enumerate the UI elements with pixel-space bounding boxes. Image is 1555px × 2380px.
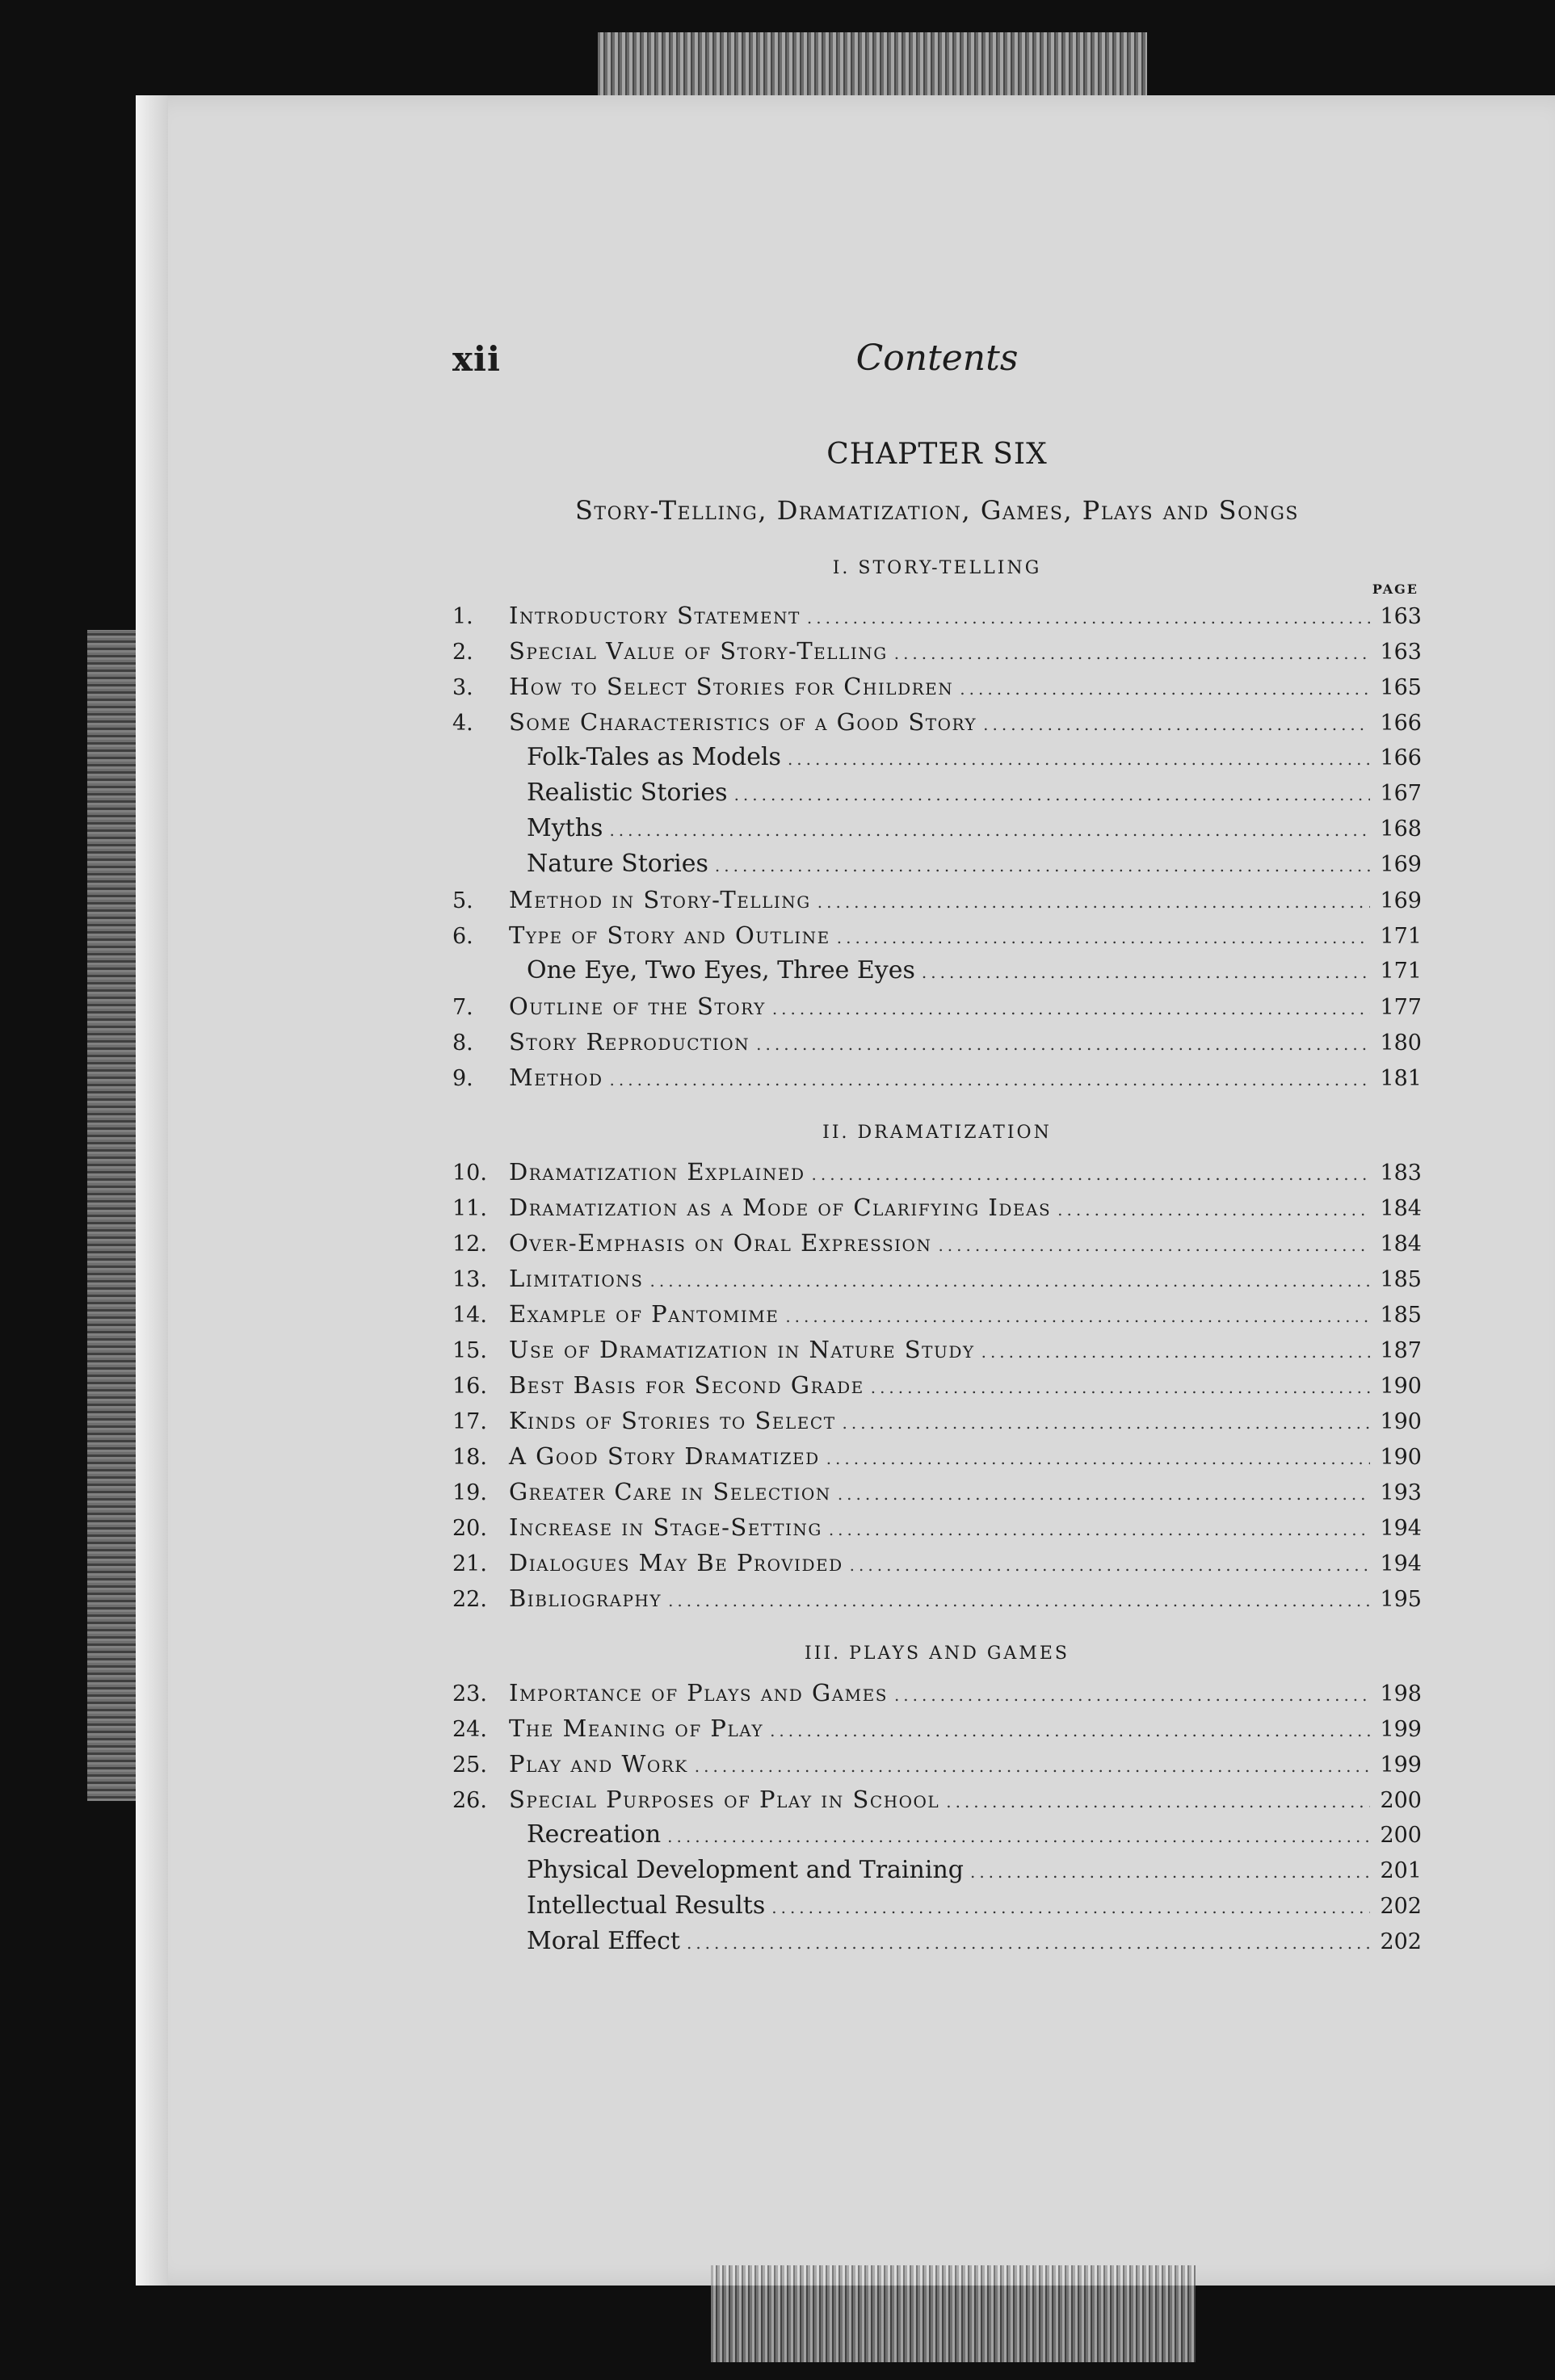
contents-page-body xyxy=(452,331,1422,1959)
toc-entry xyxy=(452,1580,1422,1616)
entry-title: Greater Care in Selection xyxy=(509,1478,831,1505)
toc-entry xyxy=(452,917,1422,953)
entry-page-number: 166 xyxy=(1380,745,1422,770)
entry-page-number: 193 xyxy=(1380,1480,1422,1505)
toc-entry xyxy=(452,598,1422,633)
entry-page-number: 185 xyxy=(1380,1267,1422,1292)
toc-entry xyxy=(452,1782,1422,1817)
entry-page-number: 171 xyxy=(1380,924,1422,949)
entry-title: Folk-Tales as Models xyxy=(527,743,781,771)
entry-page-number: 184 xyxy=(1380,1232,1422,1257)
entry-page-number: 190 xyxy=(1380,1374,1422,1399)
toc-subentry xyxy=(452,1853,1422,1888)
toc-entry xyxy=(452,669,1422,704)
entry-page-number: 171 xyxy=(1380,959,1422,984)
entry-number: 15. xyxy=(452,1338,487,1363)
scan-top-strip xyxy=(598,32,1147,97)
entry-number: 14. xyxy=(452,1303,487,1328)
entry-title: Use of Dramatization in Nature Study xyxy=(509,1336,975,1363)
toc-entry xyxy=(452,1225,1422,1261)
chapter-label: CHAPTER SIX xyxy=(826,438,1048,471)
toc-section xyxy=(452,1643,1422,1959)
dot-leader xyxy=(756,1026,1370,1062)
toc-entry xyxy=(452,1675,1422,1710)
dot-leader xyxy=(817,884,1370,920)
toc-subentry xyxy=(452,1924,1422,1959)
toc-entry xyxy=(452,1154,1422,1190)
entry-title: The Meaning of Play xyxy=(509,1715,764,1742)
entry-page-number: 202 xyxy=(1380,1894,1422,1919)
entry-title: Dramatization Explained xyxy=(509,1158,805,1186)
entry-title: Importance of Plays and Games xyxy=(509,1679,888,1706)
page-folio: xii xyxy=(452,339,501,379)
entry-title: Method xyxy=(509,1064,603,1091)
toc-entry xyxy=(452,1024,1422,1060)
dot-leader xyxy=(871,1370,1370,1405)
section-heading: III. PLAYS AND GAMES xyxy=(805,1643,1070,1664)
toc-entry xyxy=(452,1403,1422,1438)
dot-leader xyxy=(610,1062,1370,1098)
entry-page-number: 195 xyxy=(1380,1587,1422,1612)
section-heading: I. STORY-TELLING xyxy=(832,558,1042,578)
entry-title: Dramatization as a Mode of Clarifying Ideas xyxy=(509,1194,1052,1221)
toc-entry xyxy=(452,1545,1422,1580)
entry-title: One Eye, Two Eyes, Three Eyes xyxy=(527,956,915,984)
entry-title: Outline of the Story xyxy=(509,993,766,1020)
entry-number: 21. xyxy=(452,1551,487,1576)
dot-leader xyxy=(981,1334,1370,1370)
toc-entry xyxy=(452,882,1422,917)
dot-leader xyxy=(668,1583,1370,1618)
entry-page-number: 166 xyxy=(1380,711,1422,736)
entry-number: 23. xyxy=(452,1681,487,1706)
dot-leader xyxy=(667,1819,1370,1854)
entry-title: Play and Work xyxy=(509,1750,688,1778)
dot-leader xyxy=(812,1156,1370,1192)
entry-number: 4. xyxy=(452,711,473,736)
dot-leader xyxy=(894,1677,1370,1713)
dot-leader xyxy=(843,1405,1370,1441)
entry-title: Story Reproduction xyxy=(509,1028,750,1056)
toc-sections xyxy=(452,558,1422,1959)
dot-leader xyxy=(838,1476,1370,1512)
dot-leader xyxy=(715,848,1370,884)
toc-entry xyxy=(452,989,1422,1024)
entry-title: Kinds of Stories to Select xyxy=(509,1407,836,1434)
entry-number: 25. xyxy=(452,1752,487,1778)
toc-subentry xyxy=(452,846,1422,882)
entry-page-number: 165 xyxy=(1380,675,1422,700)
dot-leader xyxy=(826,1441,1370,1476)
entry-page-number: 185 xyxy=(1380,1303,1422,1328)
entry-page-number: 199 xyxy=(1380,1717,1422,1742)
toc-entry xyxy=(452,1474,1422,1509)
dot-leader xyxy=(829,1512,1370,1547)
dot-leader xyxy=(788,741,1370,777)
entry-title: Intellectual Results xyxy=(527,1891,766,1920)
toc-section xyxy=(452,1123,1422,1616)
dot-leader xyxy=(850,1547,1370,1583)
toc-subentry xyxy=(452,775,1422,811)
entry-title: Moral Effect xyxy=(527,1927,680,1955)
toc-entry xyxy=(452,1367,1422,1403)
entry-page-number: 177 xyxy=(1380,995,1422,1020)
running-head xyxy=(452,331,1422,404)
entry-title: Realistic Stories xyxy=(527,779,728,807)
entry-page-number: 198 xyxy=(1380,1681,1422,1706)
entry-title: Special Purposes of Play in School xyxy=(509,1786,940,1813)
entry-number: 20. xyxy=(452,1516,487,1541)
dot-leader xyxy=(807,600,1370,636)
toc-entry xyxy=(452,1332,1422,1367)
entry-title: How to Select Stories for Children xyxy=(509,673,954,700)
page-column-label: PAGE xyxy=(1372,581,1418,597)
entry-number: 9. xyxy=(452,1066,473,1091)
dot-leader xyxy=(922,955,1370,990)
chapter-title: Story-Telling, Dramatization, Games, Plays and Songs xyxy=(575,495,1299,526)
entry-title: Myths xyxy=(527,814,603,842)
entry-page-number: 190 xyxy=(1380,1409,1422,1434)
toc-section xyxy=(452,558,1422,1095)
entry-page-number: 180 xyxy=(1380,1030,1422,1056)
toc-entry xyxy=(452,1746,1422,1782)
entry-number: 18. xyxy=(452,1445,487,1470)
entry-number: 2. xyxy=(452,640,473,665)
toc-subentry xyxy=(452,740,1422,775)
entry-title: Type of Story and Outline xyxy=(509,921,830,949)
entry-number: 8. xyxy=(452,1030,473,1056)
entry-number: 24. xyxy=(452,1717,487,1742)
dot-leader xyxy=(695,1748,1370,1784)
entry-title: A Good Story Dramatized xyxy=(509,1442,820,1470)
entry-number: 11. xyxy=(452,1196,487,1221)
section-spacer xyxy=(452,1664,1422,1675)
toc-entry xyxy=(452,1060,1422,1095)
entry-page-number: 200 xyxy=(1380,1823,1422,1848)
entry-page-number: 168 xyxy=(1380,816,1422,842)
entry-number: 1. xyxy=(452,604,473,629)
entry-page-number: 194 xyxy=(1380,1551,1422,1576)
entry-title: Example of Pantomime xyxy=(509,1300,780,1328)
entry-title: Nature Stories xyxy=(527,850,708,878)
dot-leader xyxy=(609,812,1370,848)
entry-page-number: 163 xyxy=(1380,604,1422,629)
entry-page-number: 202 xyxy=(1380,1929,1422,1954)
toc-entry xyxy=(452,1296,1422,1332)
entry-number: 13. xyxy=(452,1267,487,1292)
entry-number: 22. xyxy=(452,1587,487,1612)
entry-page-number: 200 xyxy=(1380,1788,1422,1813)
entry-title: Method in Story-Telling xyxy=(509,886,811,913)
dot-leader xyxy=(970,1854,1370,1890)
entry-page-number: 163 xyxy=(1380,640,1422,665)
toc-subentry xyxy=(452,811,1422,846)
entry-number: 17. xyxy=(452,1409,487,1434)
entry-page-number: 199 xyxy=(1380,1752,1422,1778)
section-heading: II. DRAMATIZATION xyxy=(822,1123,1052,1143)
toc-entry xyxy=(452,1509,1422,1545)
dot-leader xyxy=(960,671,1370,707)
entry-page-number: 183 xyxy=(1380,1161,1422,1186)
dot-leader xyxy=(687,1925,1370,1961)
dot-leader xyxy=(983,707,1370,742)
dot-leader xyxy=(837,920,1370,955)
section-spacer xyxy=(452,1143,1422,1154)
entry-title: Recreation xyxy=(527,1820,662,1849)
entry-page-number: 187 xyxy=(1380,1338,1422,1363)
toc-entry xyxy=(452,704,1422,740)
entry-title: Some Characteristics of a Good Story xyxy=(509,708,977,736)
dot-leader xyxy=(772,991,1370,1026)
entry-page-number: 194 xyxy=(1380,1516,1422,1541)
entry-number: 16. xyxy=(452,1374,487,1399)
entry-title: Introductory Statement xyxy=(509,602,801,629)
entry-page-number: 184 xyxy=(1380,1196,1422,1221)
toc-subentry xyxy=(452,953,1422,989)
entry-title: Limitations xyxy=(509,1265,644,1292)
toc-entry xyxy=(452,1710,1422,1746)
dot-leader xyxy=(734,777,1370,812)
entry-title: Physical Development and Training xyxy=(527,1856,964,1884)
entry-title: Over-Emphasis on Oral Expression xyxy=(509,1229,932,1257)
scan-bottom-strip xyxy=(711,2265,1196,2362)
dot-leader xyxy=(938,1228,1370,1263)
entry-number: 3. xyxy=(452,675,473,700)
toc-entry xyxy=(452,1261,1422,1296)
entry-number: 5. xyxy=(452,888,473,913)
toc-entry xyxy=(452,1438,1422,1474)
entry-page-number: 181 xyxy=(1380,1066,1422,1091)
toc-entry xyxy=(452,1190,1422,1225)
entry-number: 10. xyxy=(452,1161,487,1186)
entry-title: Dialogues May Be Provided xyxy=(509,1549,843,1576)
entry-number: 6. xyxy=(452,924,473,949)
entry-page-number: 190 xyxy=(1380,1445,1422,1470)
dot-leader xyxy=(649,1263,1370,1299)
dot-leader xyxy=(1057,1192,1370,1228)
entry-title: Best Basis for Second Grade xyxy=(509,1371,864,1399)
dot-leader xyxy=(785,1299,1370,1334)
entry-title: Special Value of Story-Telling xyxy=(509,637,888,665)
entry-number: 7. xyxy=(452,995,473,1020)
page-binding-edge xyxy=(136,95,168,2286)
entry-page-number: 167 xyxy=(1380,781,1422,806)
running-title: Contents xyxy=(855,338,1019,379)
entry-page-number: 169 xyxy=(1380,852,1422,877)
toc-subentry xyxy=(452,1817,1422,1853)
toc-subentry xyxy=(452,1888,1422,1924)
entry-page-number: 201 xyxy=(1380,1858,1422,1883)
dot-leader xyxy=(771,1890,1370,1925)
toc-entry xyxy=(452,633,1422,669)
dot-leader xyxy=(946,1784,1370,1820)
entry-title: Bibliography xyxy=(509,1585,662,1612)
entry-number: 26. xyxy=(452,1788,487,1813)
dot-leader xyxy=(770,1713,1370,1748)
dot-leader xyxy=(894,636,1370,671)
entry-title: Increase in Stage-Setting xyxy=(509,1513,822,1541)
entry-page-number: 169 xyxy=(1380,888,1422,913)
entry-number: 19. xyxy=(452,1480,487,1505)
entry-number: 12. xyxy=(452,1232,487,1257)
